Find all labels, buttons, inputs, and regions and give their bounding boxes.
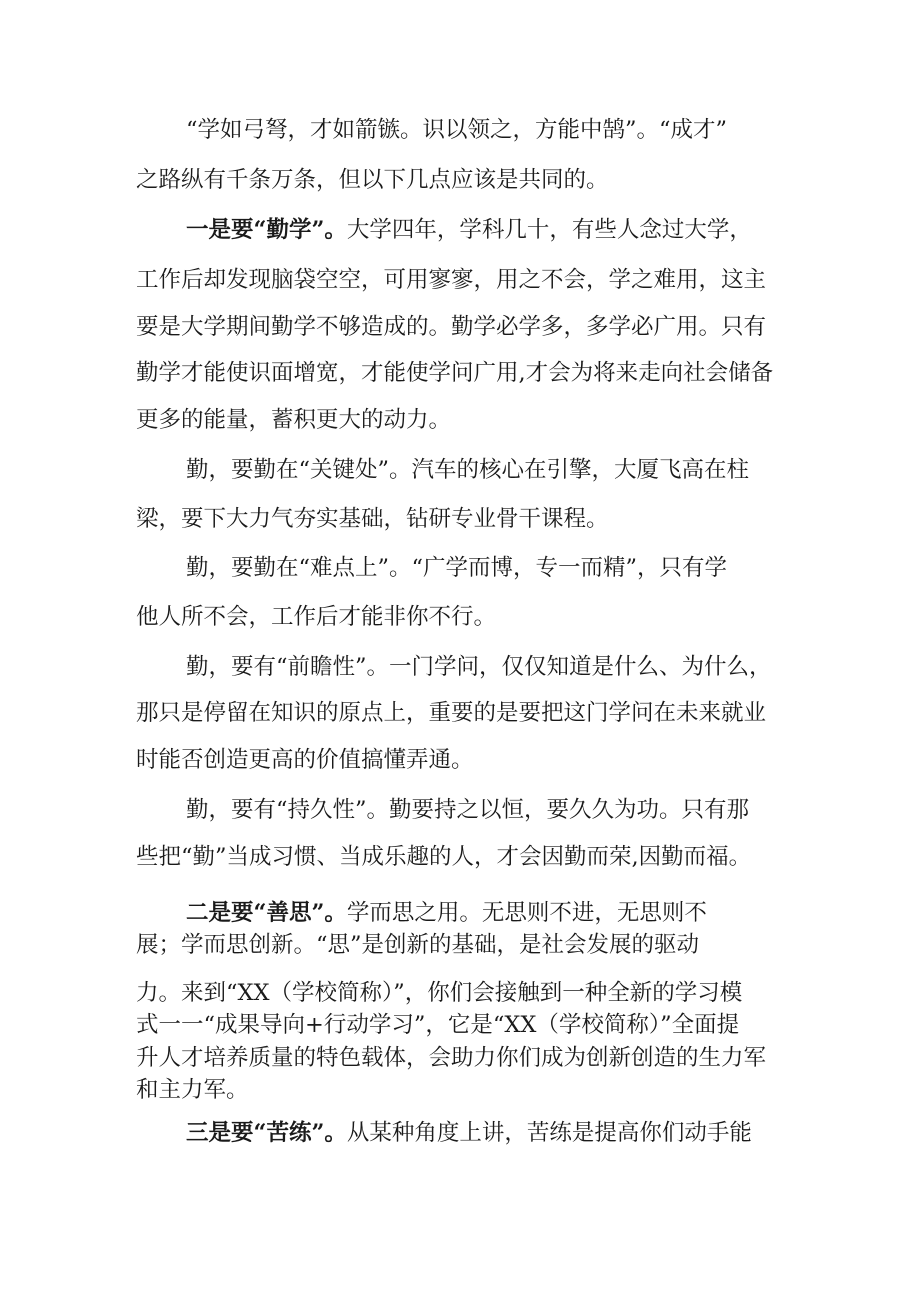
paragraph-7-line-5: 升人才培养质量的特色载体，会助力你们成为创新创造的生力军 xyxy=(136,1045,767,1071)
paragraph-6-line-2: 些把“勤”当成习惯、当成乐趣的人，才会因勤而荣,因勤而福。 xyxy=(136,844,752,870)
paragraph-5-line-3: 时能否创造更高的价值搞懂弄通。 xyxy=(136,747,474,773)
paragraph-2-line-3: 要是大学期间勤学不够造成的。勤学必学多，多学必广用。只有 xyxy=(136,314,767,340)
paragraph-8-line-1 xyxy=(186,1118,752,1148)
paragraph-8-line-1-text: 从某种角度上讲，苦练是提高你们动手能 xyxy=(346,1120,752,1146)
bold-lead-hard-practice: 三是要“苦练”。 xyxy=(186,1120,347,1146)
bold-lead-good-thinking: 二是要“善思”。 xyxy=(186,900,347,926)
paragraph-2-line-4: 勤学才能使识面增宽，才能使学问广用,才会为将来走向社会储备 xyxy=(136,360,774,386)
paragraph-7-line-1 xyxy=(186,898,707,928)
paragraph-7-line-1-text: 学而思之用。无思则不进，无思则不 xyxy=(346,900,707,926)
paragraph-2-line-2: 工作后却发现脑袋空空，可用寥寥，用之不会，学之难用，这主 xyxy=(136,267,767,293)
paragraph-7-line-3: 力。来到“XX（学校简称）”，你们会接触到一种全新的学习模 xyxy=(136,980,743,1006)
paragraph-5-line-2: 那只是停留在知识的原点上，重要的是要把这门学问在未来就业 xyxy=(136,700,767,726)
paragraph-3-line-1: 勤，要勤在“关键处”。汽车的核心在引擎，大厦飞高在柱 xyxy=(186,457,750,483)
paragraph-2-line-1 xyxy=(186,215,752,245)
paragraph-7-line-2: 展；学而思创新。“思”是创新的基础，是社会发展的驱动 xyxy=(136,932,700,958)
paragraph-3-line-2: 梁，要下大力气夯实基础，钻研专业骨干课程。 xyxy=(136,506,609,532)
paragraph-2-line-5: 更多的能量，蓄积更大的动力。 xyxy=(136,407,452,433)
paragraph-7-line-4: 式一一“成果导向+行动学习”，它是“XX（学校简称）”全面提 xyxy=(136,1012,740,1038)
paragraph-1-line-1: “学如弓弩，才如箭镞。识以领之，方能中鹄”。“成才” xyxy=(186,117,728,143)
paragraph-4-line-2: 他人所不会，工作后才能非你不行。 xyxy=(136,604,497,630)
bold-lead-diligent-study: 一是要“勤学”。 xyxy=(186,217,347,243)
paragraph-5-line-1: 勤，要有“前瞻性”。一门学问，仅仅知道是什么、为什么， xyxy=(186,654,772,680)
paragraph-2-line-1-text: 大学四年，学科几十，有些人念过大学， xyxy=(346,217,752,243)
paragraph-6-line-1: 勤，要有“持久性”。勤要持之以恒，要久久为功。只有那 xyxy=(186,797,750,823)
paragraph-1-line-2: 之路纵有千条万条，但以下几点应该是共同的。 xyxy=(136,167,609,193)
paragraph-4-line-1: 勤，要勤在“难点上”。“广学而博，专一而精”，只有学 xyxy=(186,555,728,581)
paragraph-7-line-6: 和主力军。 xyxy=(136,1077,249,1103)
